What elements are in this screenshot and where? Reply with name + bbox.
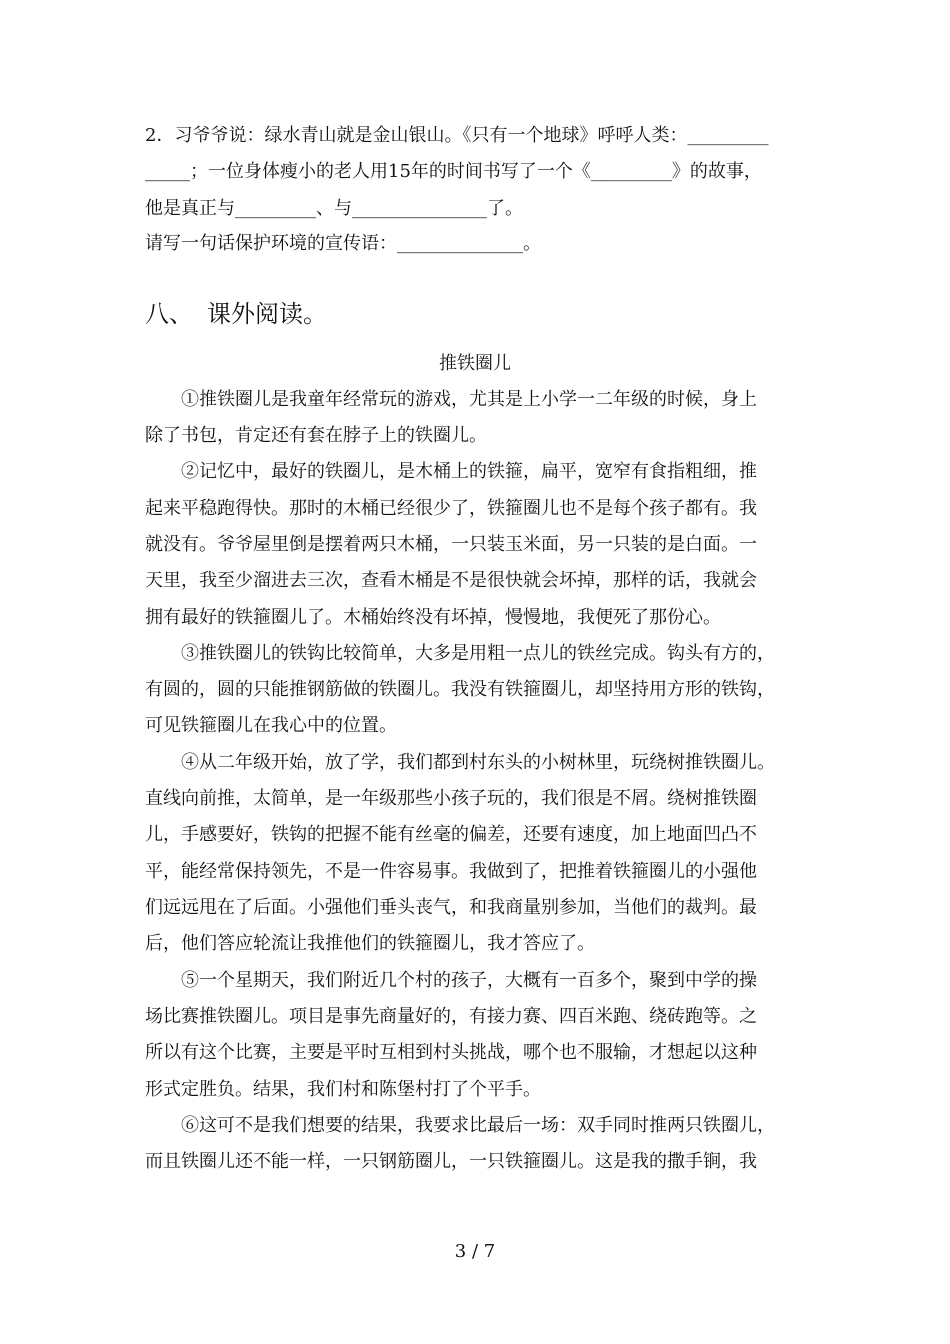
page-number: 3 / 7 bbox=[454, 1241, 496, 1262]
essay-line: ④从二年级开始，放了学，我们都到村东头的小树林里，玩绕树推铁圈儿。 bbox=[145, 752, 775, 773]
essay-line: 所以有这个比赛，主要是平时互相到村头挑战，哪个也不服输，才想起以这种 bbox=[145, 1042, 757, 1063]
essay-line: 就没有。爷爷屋里倒是摆着两只木桶，一只装玉米面，另一只装的是白面。一 bbox=[145, 534, 757, 555]
essay-title: 推铁圈儿 bbox=[439, 353, 511, 374]
section-heading bbox=[145, 298, 327, 330]
essay-line: 有圆的，圆的只能推钢筋做的铁圈儿。我没有铁箍圈儿，却坚持用方形的铁钩， bbox=[145, 679, 775, 700]
question2-line3: 他是真正与_________、与_______________了。 bbox=[145, 198, 523, 219]
question2-line4: 请写一句话保护环境的宣传语：______________。 bbox=[145, 233, 541, 254]
essay-line: ②记忆中，最好的铁圈儿，是木桶上的铁箍，扁平，宽窄有食指粗细，推 bbox=[145, 461, 757, 482]
essay-line: ⑤一个星期天，我们附近几个村的孩子，大概有一百多个，聚到中学的操 bbox=[145, 970, 757, 991]
essay-line: 天里，我至少溜进去三次，查看木桶是不是很快就会坏掉，那样的话，我就会 bbox=[145, 570, 757, 591]
question2-line2: _____；一位身体瘦小的老人用15年的时间书写了一个《_________》的故事， bbox=[145, 161, 762, 182]
essay-line: 后，他们答应轮流让我推他们的铁箍圈儿，我才答应了。 bbox=[145, 933, 595, 954]
essay-line: 儿，手感要好，铁钩的把握不能有丝毫的偏差，还要有速度，加上地面凹凸不 bbox=[145, 824, 757, 845]
section-title: 课外阅读。 bbox=[207, 300, 327, 328]
question2-line1: 2．习爷爷说：绿水青山就是金山银山。《只有一个地球》呼呼人类：_________ bbox=[145, 125, 769, 146]
essay-line: 起来平稳跑得快。那时的木桶已经很少了，铁箍圈儿也不是每个孩子都有。我 bbox=[145, 498, 757, 519]
essay-line: 场比赛推铁圈儿。项目是事先商量好的，有接力赛、四百米跑、绕砖跑等。之 bbox=[145, 1006, 757, 1027]
essay-line: 们远远甩在了后面。小强他们垂头丧气，和我商量别参加，当他们的裁判。最 bbox=[145, 897, 757, 918]
essay-line: 可见铁箍圈儿在我心中的位置。 bbox=[145, 715, 397, 736]
essay-line: ①推铁圈儿是我童年经常玩的游戏，尤其是上小学一二年级的时候，身上 bbox=[145, 389, 757, 410]
essay-line: 拥有最好的铁箍圈儿了。木桶始终没有坏掉，慢慢地，我便死了那份心。 bbox=[145, 607, 721, 628]
essay-line: 平，能经常保持领先，不是一件容易事。我做到了，把推着铁箍圈儿的小强他 bbox=[145, 861, 757, 882]
essay-line: ③推铁圈儿的铁钩比较简单，大多是用粗一点儿的铁丝完成。钩头有方的， bbox=[145, 643, 775, 664]
essay-line: ⑥这可不是我们想要的结果，我要求比最后一场：双手同时推两只铁圈儿， bbox=[145, 1115, 775, 1136]
essay-line: 形式定胜负。结果，我们村和陈堡村打了个平手。 bbox=[145, 1079, 541, 1100]
essay-line: 而且铁圈儿还不能一样，一只钢筋圈儿，一只铁箍圈儿。这是我的撒手锏，我 bbox=[145, 1151, 757, 1172]
essay-line: 直线向前推，太简单，是一年级那些小孩子玩的，我们很是不屑。绕树推铁圈 bbox=[145, 788, 757, 809]
section-number: 八、 bbox=[145, 300, 193, 328]
essay-line: 除了书包，肯定还有套在脖子上的铁圈儿。 bbox=[145, 425, 487, 446]
